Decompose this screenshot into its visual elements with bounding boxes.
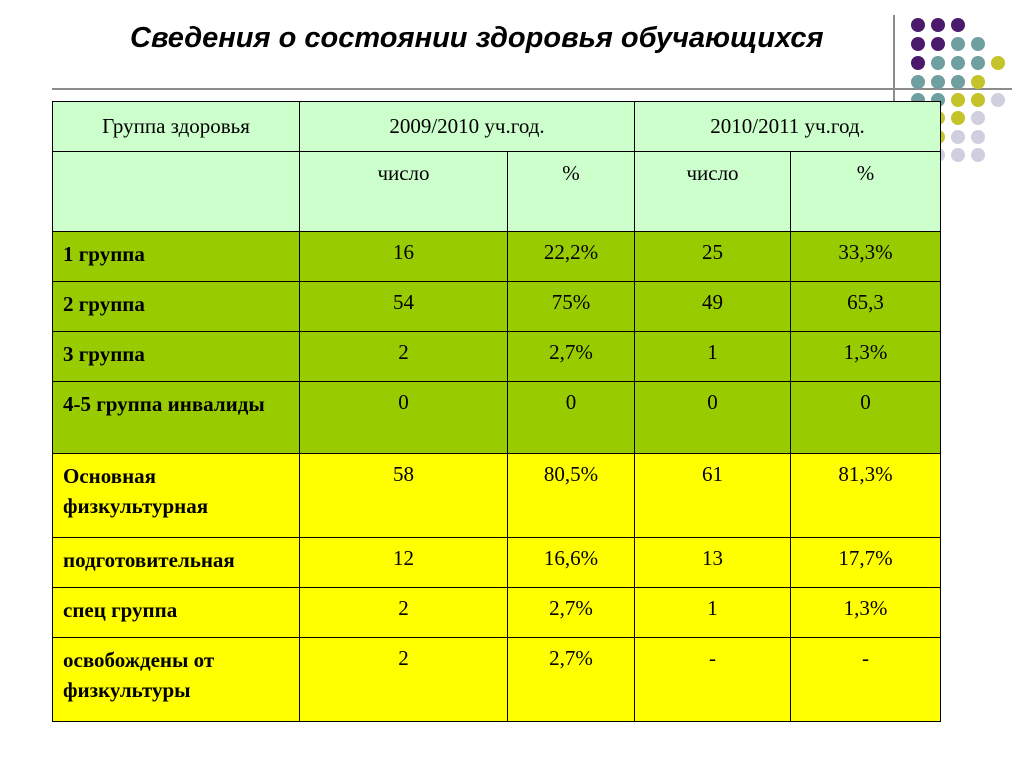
cell-percent-2010: -	[791, 638, 941, 722]
page-title: Сведения о состоянии здоровья обучающихся	[130, 22, 824, 54]
row-label: Основная физкультурная	[53, 454, 300, 538]
cell-number-2010: 1	[635, 332, 791, 382]
cell-percent-2009: 2,7%	[508, 332, 635, 382]
health-groups-table	[52, 101, 941, 722]
decorative-dot	[991, 56, 1005, 70]
cell-percent-2010: 81,3%	[791, 454, 941, 538]
cell-percent-2009: 0	[508, 382, 635, 454]
decorative-dot	[971, 148, 985, 162]
cell-number-2010: 13	[635, 538, 791, 588]
decorative-dot	[971, 130, 985, 144]
decorative-dot	[931, 37, 945, 51]
table-subheader-row	[53, 152, 941, 232]
decorative-dot	[951, 75, 965, 89]
table-row	[53, 382, 941, 454]
cell-number-2010: -	[635, 638, 791, 722]
cell-percent-2010: 0	[791, 382, 941, 454]
decorative-dot	[951, 130, 965, 144]
decorative-dot	[971, 93, 985, 107]
subheader-percent-1: %	[508, 152, 635, 232]
decorative-horizontal-line	[52, 88, 1012, 90]
row-label: спец группа	[53, 588, 300, 638]
row-label: 1 группа	[53, 232, 300, 282]
decorative-dot	[951, 93, 965, 107]
decorative-dot	[911, 56, 925, 70]
decorative-dot	[931, 75, 945, 89]
cell-number-2010: 1	[635, 588, 791, 638]
decorative-dot	[971, 75, 985, 89]
cell-percent-2009: 16,6%	[508, 538, 635, 588]
cell-number-2010: 61	[635, 454, 791, 538]
cell-number-2010: 0	[635, 382, 791, 454]
decorative-dot	[911, 37, 925, 51]
table-row	[53, 638, 941, 722]
cell-number-2009: 2	[300, 638, 508, 722]
table-row	[53, 454, 941, 538]
table-row	[53, 538, 941, 588]
decorative-dot	[951, 37, 965, 51]
decorative-dot	[991, 93, 1005, 107]
cell-percent-2010: 17,7%	[791, 538, 941, 588]
header-health-group: Группа здоровья	[53, 102, 300, 152]
header-year-2009-2010: 2009/2010 уч.год.	[300, 102, 635, 152]
cell-number-2009: 2	[300, 332, 508, 382]
header-year-2010-2011: 2010/2011 уч.год.	[635, 102, 941, 152]
cell-number-2009: 16	[300, 232, 508, 282]
decorative-dot	[911, 75, 925, 89]
decorative-dot	[971, 56, 985, 70]
cell-number-2010: 49	[635, 282, 791, 332]
decorative-dot	[971, 111, 985, 125]
subheader-percent-2: %	[791, 152, 941, 232]
decorative-dot	[951, 111, 965, 125]
cell-number-2009: 0	[300, 382, 508, 454]
table-row	[53, 282, 941, 332]
row-label: 2 группа	[53, 282, 300, 332]
row-label: освобождены от физкультуры	[53, 638, 300, 722]
decorative-dot	[951, 18, 965, 32]
table-row	[53, 332, 941, 382]
table-header-row	[53, 102, 941, 152]
cell-percent-2009: 2,7%	[508, 588, 635, 638]
cell-number-2009: 12	[300, 538, 508, 588]
row-label: 3 группа	[53, 332, 300, 382]
subheader-number-1: число	[300, 152, 508, 232]
table-row	[53, 588, 941, 638]
subheader-empty	[53, 152, 300, 232]
cell-number-2009: 2	[300, 588, 508, 638]
cell-percent-2010: 33,3%	[791, 232, 941, 282]
cell-percent-2009: 22,2%	[508, 232, 635, 282]
cell-percent-2009: 75%	[508, 282, 635, 332]
cell-number-2010: 25	[635, 232, 791, 282]
cell-number-2009: 58	[300, 454, 508, 538]
decorative-dot	[931, 56, 945, 70]
row-label: подготовительная	[53, 538, 300, 588]
table-row	[53, 232, 941, 282]
row-label: 4-5 группа инвалиды	[53, 382, 300, 454]
decorative-dot	[951, 148, 965, 162]
cell-percent-2009: 80,5%	[508, 454, 635, 538]
decorative-dot	[931, 18, 945, 32]
subheader-number-2: число	[635, 152, 791, 232]
cell-number-2009: 54	[300, 282, 508, 332]
cell-percent-2010: 65,3	[791, 282, 941, 332]
cell-percent-2010: 1,3%	[791, 588, 941, 638]
decorative-dot	[971, 37, 985, 51]
cell-percent-2010: 1,3%	[791, 332, 941, 382]
decorative-dot	[911, 18, 925, 32]
decorative-dot	[951, 56, 965, 70]
cell-percent-2009: 2,7%	[508, 638, 635, 722]
